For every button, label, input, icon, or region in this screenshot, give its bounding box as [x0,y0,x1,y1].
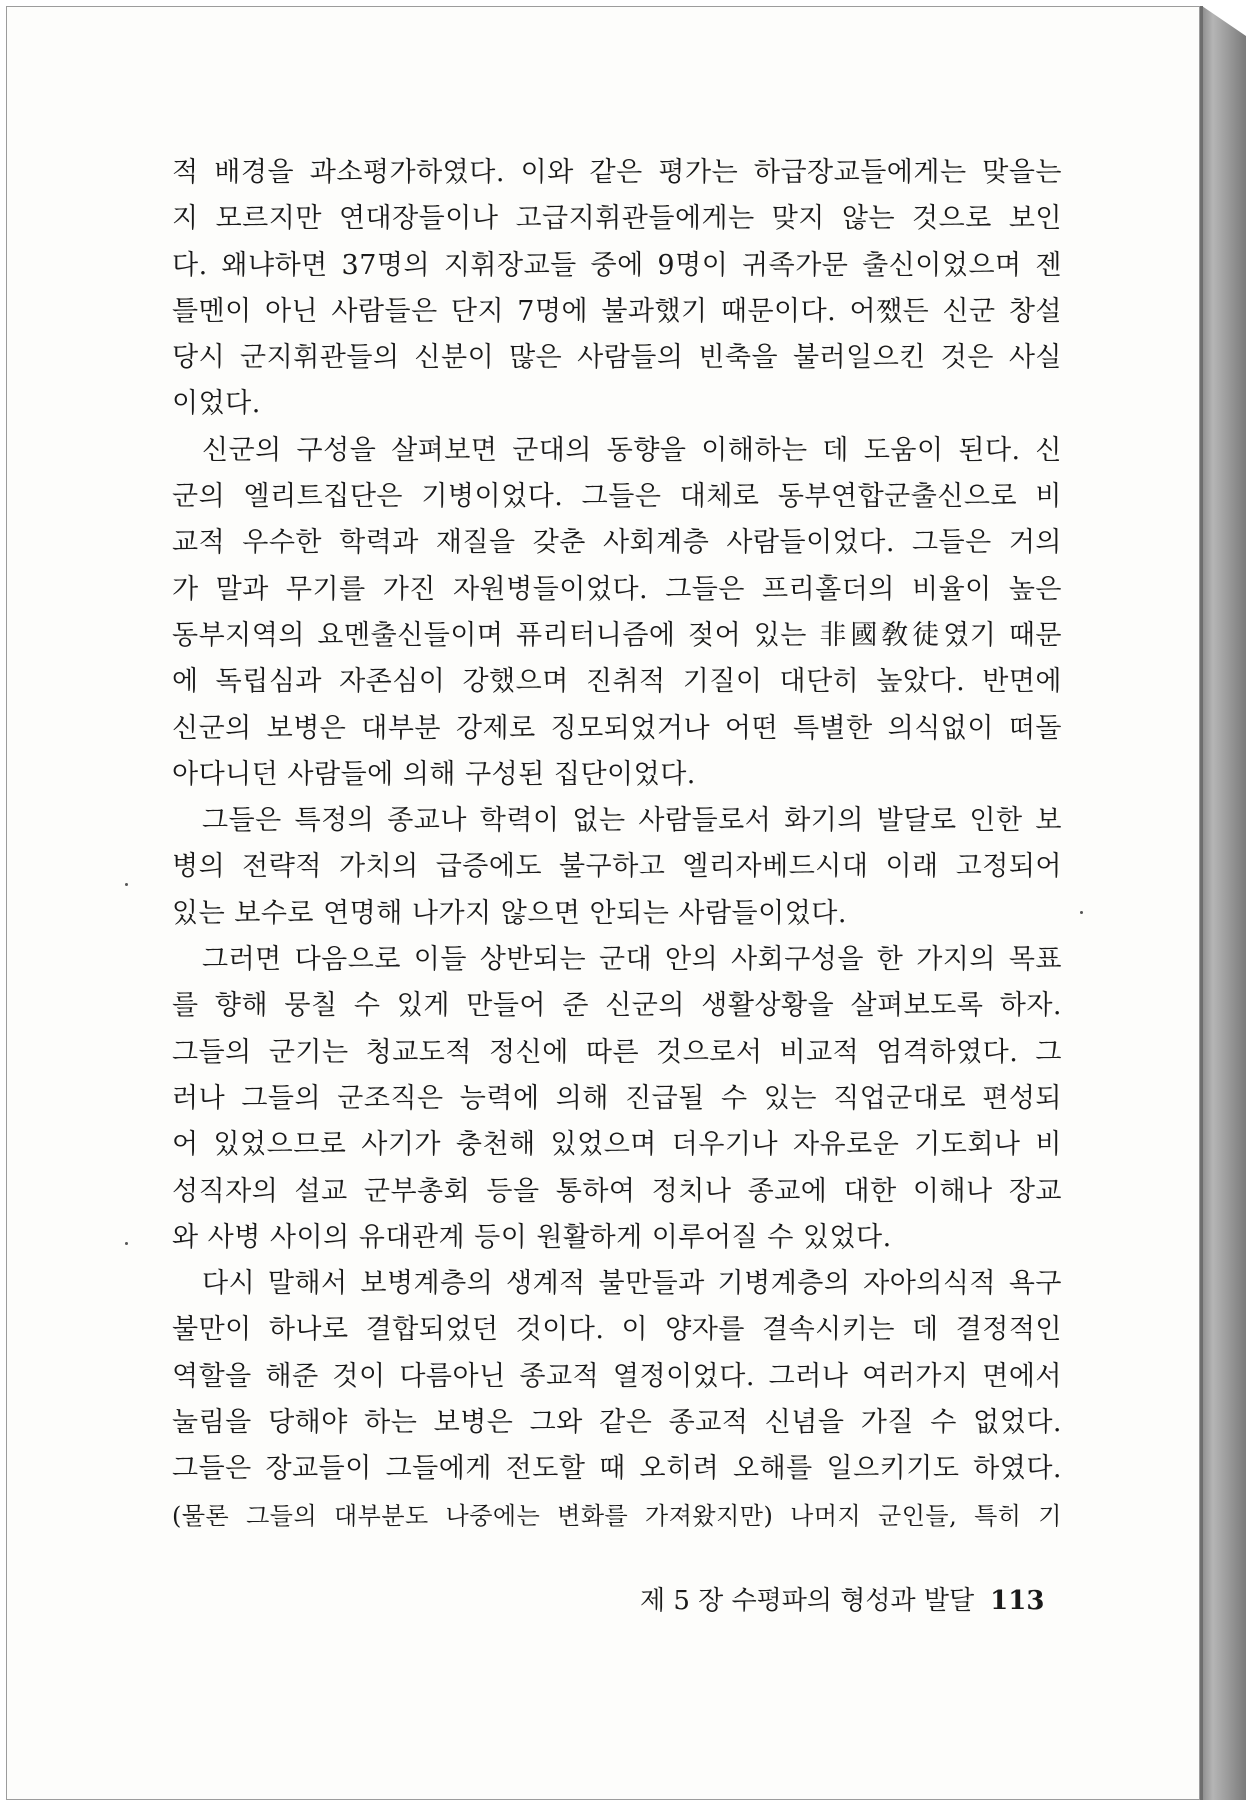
page-footer [640,1581,1050,1621]
body-text [172,150,1062,1539]
text-line: 아다니던 사람들에 의해 구성된 집단이었다. [172,758,696,790]
text-line: 가 말과 무기를 가진 자원병들이었다. 그들은 프리홀더의 비율이 높은 [172,573,1062,605]
scan-speck [1080,911,1083,914]
running-footer-chapter: 제 5 장 수평파의 형성과 발달 [640,1586,975,1616]
text-line: 성직자의 설교 군부총회 등을 통하여 정치나 종교에 대한 이해나 장교 [172,1175,1062,1207]
text-line: 다시 말해서 보병계층의 생계적 불만들과 기병계층의 자아의식적 욕구 [202,1268,1062,1300]
text-line: 그러면 다음으로 이들 상반되는 군대 안의 사회구성을 한 가지의 목표 [202,944,1062,976]
text-line: 역할을 해준 것이 다름아닌 종교적 열정이었다. 그러나 여러가지 면에서 [172,1360,1062,1392]
text-line: 이었다. [172,388,261,420]
scan-speck [125,883,128,886]
text-line: 그들은 장교들이 그들에게 전도할 때 오히려 오해를 일으키기도 하였다. [172,1453,1062,1485]
text-line: 러나 그들의 군조직은 능력에 의해 진급될 수 있는 직업군대로 편성되 [172,1082,1062,1114]
text-line: 불만이 하나로 결합되었던 것이다. 이 양자를 결속시키는 데 결정적인 [172,1314,1062,1346]
page-edge-shadow [1200,6,1203,1800]
page-stack-edge [1202,6,1246,1800]
text-line: 틀멘이 아닌 사람들은 단지 7명에 불과했기 때문이다. 어쨌든 신군 창설 [172,295,1062,327]
text-line: 그들은 특정의 종교나 학력이 없는 사람들로서 화기의 발달로 인한 보 [202,805,1062,837]
text-line: 신군의 보병은 대부분 강제로 징모되었거나 어떤 특별한 의식없이 떠돌 [172,712,1062,744]
text-line: 있는 보수로 연명해 나가지 않으면 안되는 사람들이었다. [172,897,847,929]
text-line: 군의 엘리트집단은 기병이었다. 그들은 대체로 동부연합군출신으로 비 [172,481,1062,513]
text-line: 신군의 구성을 살펴보면 군대의 동향을 이해하는 데 도움이 된다. 신 [202,434,1062,466]
text-line: 병의 전략적 가치의 급증에도 불구하고 엘리자베드시대 이래 고정되어 [172,851,1062,883]
text-line: 그들의 군기는 청교도적 정신에 따른 것으로서 비교적 엄격하였다. 그 [172,1036,1062,1068]
text-line: (물론 그들의 대부분도 나중에는 변화를 가져왔지만) 나머지 군인들, 특히 기 [172,1501,1062,1530]
text-line: 다. 왜냐하면 37명의 지휘장교들 중에 9명이 귀족가문 출신이었으며 젠 [172,249,1062,281]
text-line: 눌림을 당해야 하는 보병은 그와 같은 종교적 신념을 가질 수 없었다. [172,1407,1062,1439]
text-line: 교적 우수한 학력과 재질을 갖춘 사회계층 사람들이었다. 그들은 거의 [172,527,1062,559]
text-line: 지 모르지만 연대장들이나 고급지휘관들에게는 맞지 않는 것으로 보인 [172,203,1062,235]
text-line: 에 독립심과 자존심이 강했으며 진취적 기질이 대단히 높았다. 반면에 [172,666,1062,698]
scan-speck [125,1242,128,1245]
text-line: 동부지역의 요멘출신들이며 퓨리터니즘에 젖어 있는 非國敎徒였기 때문 [172,619,1062,651]
text-line: 와 사병 사이의 유대관계 등이 원활하게 이루어질 수 있었다. [172,1221,892,1253]
text-line: 적 배경을 과소평가하였다. 이와 같은 평가는 하급장교들에게는 맞을는 [172,157,1062,188]
text-line: 당시 군지휘관들의 신분이 많은 사람들의 빈축을 불러일으킨 것은 사실 [172,342,1062,374]
text-line: 를 향해 뭉칠 수 있게 만들어 준 신군의 생활상황을 살펴보도록 하자. [172,990,1062,1022]
text-line: 어 있었으므로 사기가 충천해 있었으며 더우기나 자유로운 기도회나 비 [172,1129,1062,1161]
page-number: 113 [990,1586,1045,1616]
